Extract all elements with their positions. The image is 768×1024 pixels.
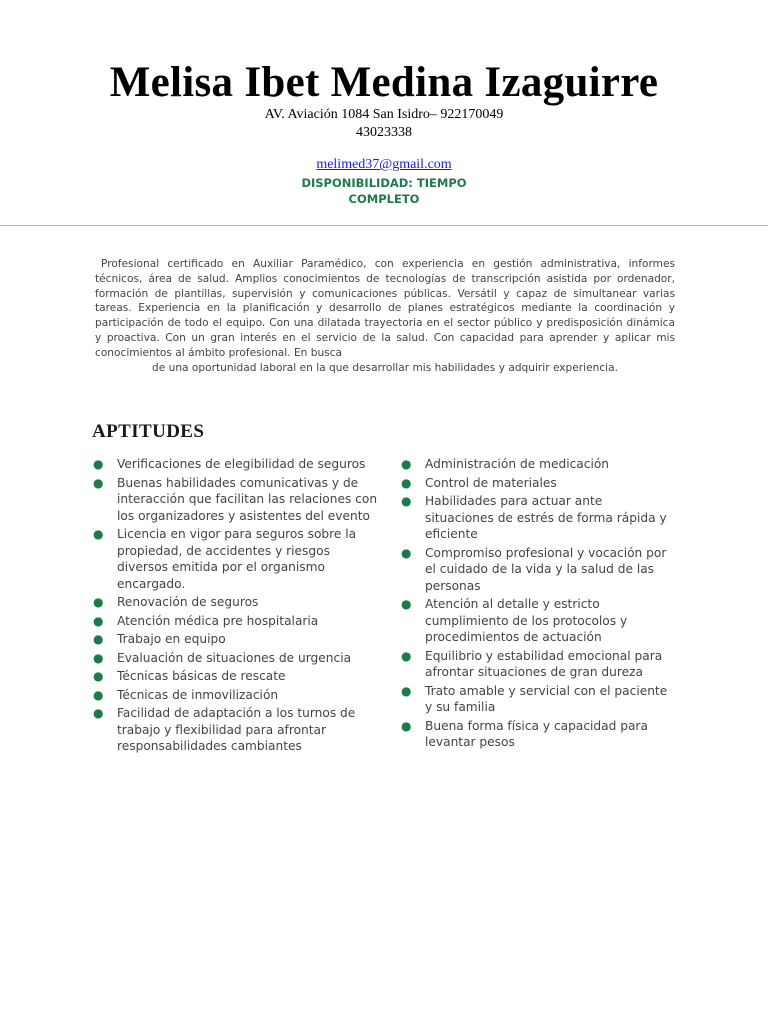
bullet-icon: ● [401,597,412,611]
skill-item [92,526,382,592]
skill-text: Administración de medicación [425,457,610,471]
skill-item [92,594,382,611]
skill-text: Técnicas de inmovilización [117,687,279,702]
skill-text: Equilibrio y estabilidad emocional para afrontar situaciones de gran dureza [425,648,663,679]
bullet-icon: ● [401,457,412,471]
skill-item [92,650,382,667]
skills-heading: APTITUDES [92,421,205,442]
skill-item [92,705,382,755]
skill-text: Licencia en vigor para seguros sobre la propiedad, de accidentes y riesgos diversos emitida por el organismo encargado. [117,527,357,591]
skill-item [400,545,670,595]
bullet-icon: ● [93,650,104,665]
bullet-icon: ● [401,683,412,698]
phone-line: 43023338 [356,125,412,140]
bullet-icon: ● [401,475,412,490]
divider [0,225,768,226]
bullet-icon: ● [93,475,104,490]
availability-label: DISPONIBILIDAD: TIEMPO COMPLETO [301,176,467,206]
skill-item [400,475,670,492]
skill-item [400,648,670,681]
skill-text: Buenas habilidades comunicativas y de interacción que facilitan las relaciones con los organizadores y asistentes del evento [117,475,378,523]
bullet-icon: ● [93,457,104,471]
bullet-icon: ● [93,669,104,683]
bullet-icon: ● [93,527,104,541]
skill-text: Técnicas básicas de rescate [117,669,286,683]
skill-text: Verificaciones de elegibilidad de seguros [117,457,366,471]
skill-text: Atención médica pre hospitalaria [117,613,319,628]
skill-text: Evaluación de situaciones de urgencia [117,650,352,665]
skill-text: Control de materiales [425,475,557,490]
bullet-icon: ● [401,718,412,733]
skill-text: Atención al detalle y estricto cumplimiento de los protocolos y procedimientos de actuación [425,597,628,644]
skill-text: Renovación de seguros [117,595,259,609]
skill-item [400,683,670,716]
bullet-icon: ● [401,494,412,508]
bullet-icon: ● [401,545,412,560]
bullet-icon: ● [93,632,104,646]
skill-item [400,718,670,751]
bullet-icon: ● [93,706,104,720]
skill-text: Trato amable y servicial con el paciente y su familia [425,683,668,714]
skills-list-right [400,456,670,753]
skill-item [92,456,382,473]
skill-text: Habilidades para actuar ante situaciones de estrés de forma rápida y eficiente [425,494,667,541]
skill-item [400,456,670,473]
skill-text: Facilidad de adaptación a los turnos de trabajo y flexibilidad para afrontar responsabilidades cambiantes [117,706,356,753]
candidate-name: Melisa Ibet Medina Izaguirre [109,59,659,106]
bullet-icon: ● [93,613,104,628]
email-line [0,156,768,174]
skill-item [92,668,382,685]
skill-item [92,613,382,630]
bullet-icon: ● [93,595,104,609]
skill-text: Trabajo en equipo [117,632,226,646]
email-link[interactable]: melimed37@gmail.com [316,157,452,172]
skill-item [92,631,382,648]
skill-text: Compromiso profesional y vocación por el cuidado de la vida y la salud de las personas [425,545,667,593]
profile-summary: Profesional certificado en Auxiliar Paramédico, con experiencia en gestión administrativa, informes técnicos, área de salud. Amplios conocimientos de tecnologías de transcripción asistida por ordenador, formación de plantillas, supervisión y comunicaciones públicas. Versátil y capaz de simultanear varias tareas. Experiencia en la planificación y desarrollo de planes estratégicos mediante la coordinación y participación de todo el equipo. Con una dilatada trayectoria en el sector público y predisposición dinámica y proactiva. Con un gran interés en el servicio de la salud. Con capacidad para aprender y aplicar mis conocimientos al ámbito profesional. En busca [95,258,675,359]
skills-list-left [92,456,382,757]
skill-item [92,475,382,525]
skill-item [400,493,670,543]
skill-item [400,596,670,646]
address-line: AV. Aviación 1084 San Isidro– 922170049 [264,107,504,122]
skill-item [92,687,382,704]
skill-text: Buena forma física y capacidad para levantar pesos [425,718,648,749]
bullet-icon: ● [401,648,412,663]
profile-summary-tail: de una oportunidad laboral en la que desarrollar mis habilidades y adquirir experiencia. [152,362,618,374]
bullet-icon: ● [93,687,104,702]
